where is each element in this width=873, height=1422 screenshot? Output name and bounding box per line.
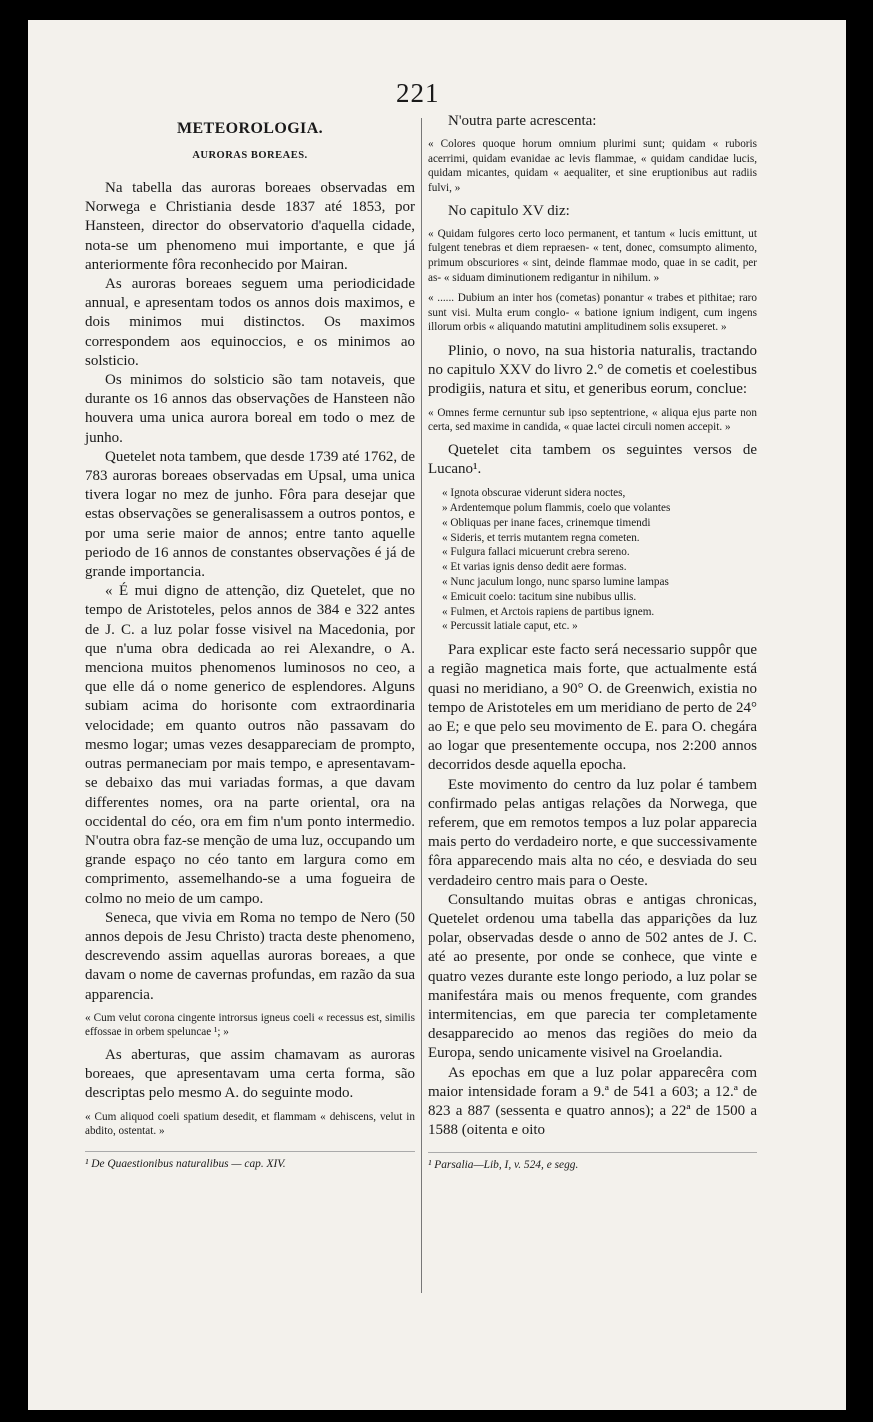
footnote: ¹ Parsalia—Lib, I, v. 524, e segg. (428, 1152, 757, 1171)
verse-line: « Sideris, et terris mutantem regna cometen. (442, 531, 640, 544)
latin-quote: « ...... Dubium an inter hos (cometas) ponantur « trabes et pithitae; raro sunt visi. Multa erum conglo- « batione ignium indigent, cum ingens illorum orbis « aliquando matutini amplitudinem solis exsuperet. » (428, 292, 757, 334)
latin-quote: « Quidam fulgores certo loco permanent, et tantum « lucis emittunt, ut fulgent tenebras et diem repraesen- « tent, donec, comsumpto alimento, primum obscuriores « sint, deinde flammae modo, quae in se cadit, per as- « siduam diminutionem redigantur in nihilum. » (428, 227, 757, 284)
paragraph: Na tabella das auroras boreaes observadas em Norwega e Christiania desde 1837 até 1853, por Hansteen, director do observatorio d'aquella cidade, nota-se um phenomeno mui importante, e que já anteriormente fôra reconhecido por Mairan. (85, 180, 415, 273)
verse-line: « Nunc jaculum longo, nunc sparso lumine lampas (442, 575, 669, 588)
paragraph: As epochas em que a luz polar apparecêra com maior intensidade foram a 9.ª de 541 a 603; a 12.ª de 823 a 887 (sessenta e quatro annos); a 22ª de 1500 a 1588 (oitenta e oito (428, 1064, 757, 1139)
verse-line: « Fulgura fallaci micuerunt crebra sereno. (442, 546, 630, 559)
section-title: METEOROLOGIA. (176, 120, 324, 137)
latin-quote: « Cum velut corona cingente introrsus igneus coeli « recessus est, similis effossae in orbem speluncae ¹; » (85, 1011, 415, 1039)
paragraph: As aberturas, que assim chamavam as auroras boreaes, que apresentavam uma certa forma, são descriptas pelo mesmo A. do seguinte modo. (85, 1046, 415, 1102)
paragraph: No capitulo XV diz: (448, 202, 570, 219)
footnote: ¹ De Quaestionibus naturalibus — cap. XIV. (85, 1151, 415, 1170)
paragraph: « É mui digno de attenção, diz Quetelet, que no tempo de Aristoteles, pelos annos de 384 e 322 antes de J. C. a luz polar fosse visivel na Macedonia, por que n'uma obra dedicada ao rei Alexandre, o A. menciona muitos phenomenos luminosos no ceo, a que elle dá o nome generico de esplendores. Alguns subiam acima do horisonte com extraordinaria velocidade; em quanto outros não passavam do mesmo logar; umas vezes desappareciam de prompto, outras permaneciam por mais tempo, e apresentavam-se debaixo das mui variadas formas, a que davam differentes nomes, ora na parte oriental, ora na occidental do céo, ora em fim n'um ponto intermedio. N'outra obra faz-se menção de uma luz, occupando um grande espaço no céo tanto em largura como em comprimento, assemelhando-se a uma fogueira de colmo no meio de um campo. (85, 583, 415, 907)
paragraph: Consultando muitas obras e antigas chronicas, Quetelet ordenou uma tabella das apparições da luz polar, observadas desde o anno de 502 antes de J. C. até ao presente, por onde se conhece, que vinte e quatro vezes durante este longo periodo, a luz polar se manifestára mais ou menos frequente, com grandes intermitencias, em que parecia ter completamente desapparecido ao menos das regiões do meio da Europa, sendo unicamente visivel na Groelandia. (428, 891, 757, 1062)
verse-block (442, 486, 757, 634)
latin-quote: « Cum aliquod coeli spatium desedit, et flammam « dehiscens, velut in abdito, ostentat. » (85, 1110, 415, 1138)
paragraph: Plinio, o novo, na sua historia naturalis, tractando no capitulo XXV do livro 2.° de cometis et coelestibus prodigiis, natura et situ, et generibus eorum, conclue: (428, 342, 757, 398)
page (28, 20, 846, 1410)
verse-line: « Obliquas per inane faces, crinemque timendi (442, 516, 651, 529)
verse-line: « Emicuit coelo: tacitum sine nubibus ullis. (442, 590, 637, 603)
paragraph: Seneca, que vivia em Roma no tempo de Nero (50 annos depois de Jesu Christo) tracta deste phenomeno, descrevendo assim aquellas auroras boreaes, a que davam o nome de cavernas profundas, em razão da sua apparencia. (85, 909, 415, 1003)
paragraph: Quetelet cita tambem os seguintes versos de Lucano¹. (428, 441, 757, 477)
section-subtitle: AURORAS BOREAES. (192, 150, 308, 161)
paragraph: Este movimento do centro da luz polar é tambem confirmado pelas antigas relações da Norwega, que referem, que em remotos tempos a luz polar apparecia mais perto do verdadeiro norte, e que successivamente fôra apparecendo mais alta no céo, e desviada do seu verdadeiro centro mais para o Oeste. (428, 776, 757, 889)
verse-line: » Ardentemque polum flammis, coelo que volantes (442, 501, 671, 514)
latin-quote: « Omnes ferme cernuntur sub ipso septentrione, « aliqua ejus parte non certa, sed maxime in candida, « quae lactei circuli nomen accepit. » (428, 406, 757, 434)
left-column (85, 112, 415, 1170)
verse-line: « Ignota obscurae viderunt sidera noctes, (442, 487, 626, 500)
paragraph: Para explicar este facto será necessario suppôr que a região magnetica mais forte, que actualmente está quasi no meridiano, a 90° O. de Greenwich, existia no tempo de Aristoteles em um meridiano de perto de 24° ao E; e que pelo seu movimento de E. para O. chegára ao logar que presentemente occupa, nos 2:200 annos decorridos desde aquella epocha. (428, 642, 757, 774)
verse-line: « Et varias ignis denso dedit aere formas. (442, 561, 627, 574)
verse-line: « Fulmen, et Arctois rapiens de partibus ignem. (442, 605, 655, 618)
paragraph: Quetelet nota tambem, que desde 1739 até 1762, de 783 auroras boreaes observadas em Upsal, uma unica tivera logar no mez de junho. Fôra para desejar que estas observações se generalisassem a outros pontos, e por uma serie maior de annos; entre tanto aquelle periodo de 16 annos de constantes observações é já de grande importancia. (85, 448, 415, 581)
paragraph: Os minimos do solsticio são tam notaveis, que durante os 16 annos das observações de Hansteen não houvera uma unica aurora boreal em todo o mez de junho. (85, 372, 415, 446)
column-divider (421, 118, 422, 1293)
paragraph: N'outra parte acrescenta: (448, 113, 597, 129)
verse-line: « Percussit latiale caput, etc. » (442, 620, 578, 633)
latin-quote: « Colores quoque horum omnium plurimi sunt; quidam « ruboris acerrimi, quidam evanidae ac levis flammae, « quidam candidae lucis, quidam micantes, quidam « aequaliter, et sine eruptionibus aut radiis fulvi, » (428, 138, 757, 194)
paragraph: As auroras boreaes seguem uma periodicidade annual, e apresentam todos os annos dois maximos, e dois minimos mui distinctos. Os maximos correspondem aos equinoccios, e os minimos ao solsticio. (85, 276, 415, 369)
page-number: 221 (396, 78, 440, 108)
right-column (428, 112, 757, 1171)
